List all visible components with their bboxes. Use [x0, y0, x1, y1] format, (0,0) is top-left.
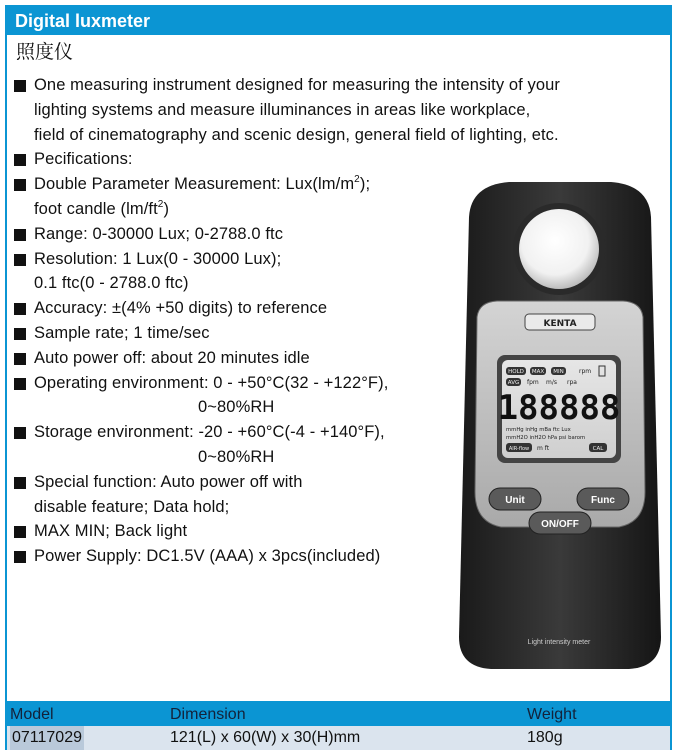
- bullet-icon: [14, 154, 26, 166]
- spec-operating-env: Operating environment: 0 - +50°C(32 - +122°F),: [12, 371, 442, 396]
- bullet-icon: [14, 328, 26, 340]
- spec-double-parameter: Double Parameter Measurement: $Lux(lm/m^2)$;: [12, 172, 442, 197]
- spec-special-function-cont: disable feature; Data hold;: [34, 497, 230, 516]
- lcd-max: MAX: [531, 369, 545, 375]
- luxmeter-product-image: [449, 177, 671, 672]
- lcd-cal: CAL: [592, 446, 604, 452]
- description-line: field of cinematography and scenic design, general field of lighting, etc.: [34, 125, 559, 144]
- spec-max-min: MAX MIN; Back light: [12, 519, 442, 544]
- lcd-avg: AVG: [507, 380, 520, 386]
- bullet-icon: [14, 303, 26, 315]
- lcd-ms: m/s: [546, 379, 557, 386]
- description-line: lighting systems and measure illuminances in areas like workplace,: [34, 100, 531, 119]
- device-unit-button: Unit: [505, 495, 525, 506]
- spec-auto-power: Auto power off: about 20 minutes idle: [12, 346, 442, 371]
- cell-dimension: 121(L) x 60(W) x 30(H)mm: [170, 729, 361, 746]
- cell-weight: 180g: [527, 729, 563, 746]
- header-model: Model: [10, 706, 54, 723]
- lcd-hold: HOLD: [508, 369, 524, 375]
- bullet-icon: [14, 254, 26, 266]
- device-onoff-button: ON/OFF: [541, 519, 579, 530]
- spec-power-supply: Power Supply: DC1.5V (AAA) x 3pcs(included): [12, 544, 442, 569]
- lcd-rpm: rpm: [579, 368, 592, 375]
- header-weight: Weight: [527, 706, 577, 723]
- spec-range: Range: 0-30000 Lux; 0-2788.0 ftc: [12, 222, 442, 247]
- lcd-units-row2: mmH2O inH2O hPa psi barom: [506, 435, 586, 441]
- bullet-icon: [14, 378, 26, 390]
- spec-table-header: [7, 704, 670, 726]
- spec-resolution-cont: 0.1 ftc(0 - 2788.0 ftc): [34, 274, 189, 293]
- spec-heading: Pecifications:: [12, 147, 442, 172]
- bullet-icon: [14, 80, 26, 92]
- device-func-button: Func: [591, 495, 615, 506]
- lcd-digits: 188888: [497, 388, 621, 428]
- bullet-icon: [14, 551, 26, 563]
- lcd-mft: m ft: [537, 445, 550, 452]
- spec-storage-humidity: 0~80%RH: [198, 447, 275, 466]
- spec-operating-humidity: 0~80%RH: [198, 398, 275, 417]
- spec-foot-candle: foot candle $(lm/ft^2)$: [34, 198, 170, 218]
- spec-accuracy: Accuracy: ±(4% +50 digits) to reference: [12, 296, 442, 321]
- lcd-rpa: rpa: [567, 379, 577, 386]
- bullet-icon: [14, 477, 26, 489]
- spec-special-function: Special function: Auto power off with: [12, 470, 442, 495]
- lcd-units-row1: mmHg inHg mBa ftc Lux: [506, 427, 571, 433]
- bullet-icon: [14, 179, 26, 191]
- device-bottom-label: Light intensity meter: [527, 639, 591, 646]
- description-line: One measuring instrument designed for measuring the intensity of your: [12, 73, 442, 98]
- bullet-icon: [14, 526, 26, 538]
- lcd-fpm: fpm: [527, 379, 539, 386]
- spec-storage-env: Storage environment: -20 - +60°C(-4 - +140°F),: [12, 420, 442, 445]
- cell-model: 07117029: [10, 726, 84, 750]
- chinese-subtitle: 照度仪: [16, 41, 74, 63]
- lcd-airflow: AIR-flow: [508, 446, 530, 452]
- lcd-min: MIN: [553, 369, 564, 375]
- bullet-icon: [14, 229, 26, 241]
- bullet-icon: [14, 427, 26, 439]
- device-brand-label: KENTA: [543, 319, 577, 329]
- bullet-icon: [14, 353, 26, 365]
- table-row: [7, 726, 670, 750]
- page-title: Digital luxmeter: [7, 7, 670, 35]
- spec-resolution: Resolution: 1 Lux(0 - 30000 Lux);: [12, 247, 442, 272]
- spec-sample-rate: Sample rate; 1 time/sec: [12, 321, 442, 346]
- product-card: [5, 5, 672, 750]
- header-dimension: Dimension: [170, 706, 246, 723]
